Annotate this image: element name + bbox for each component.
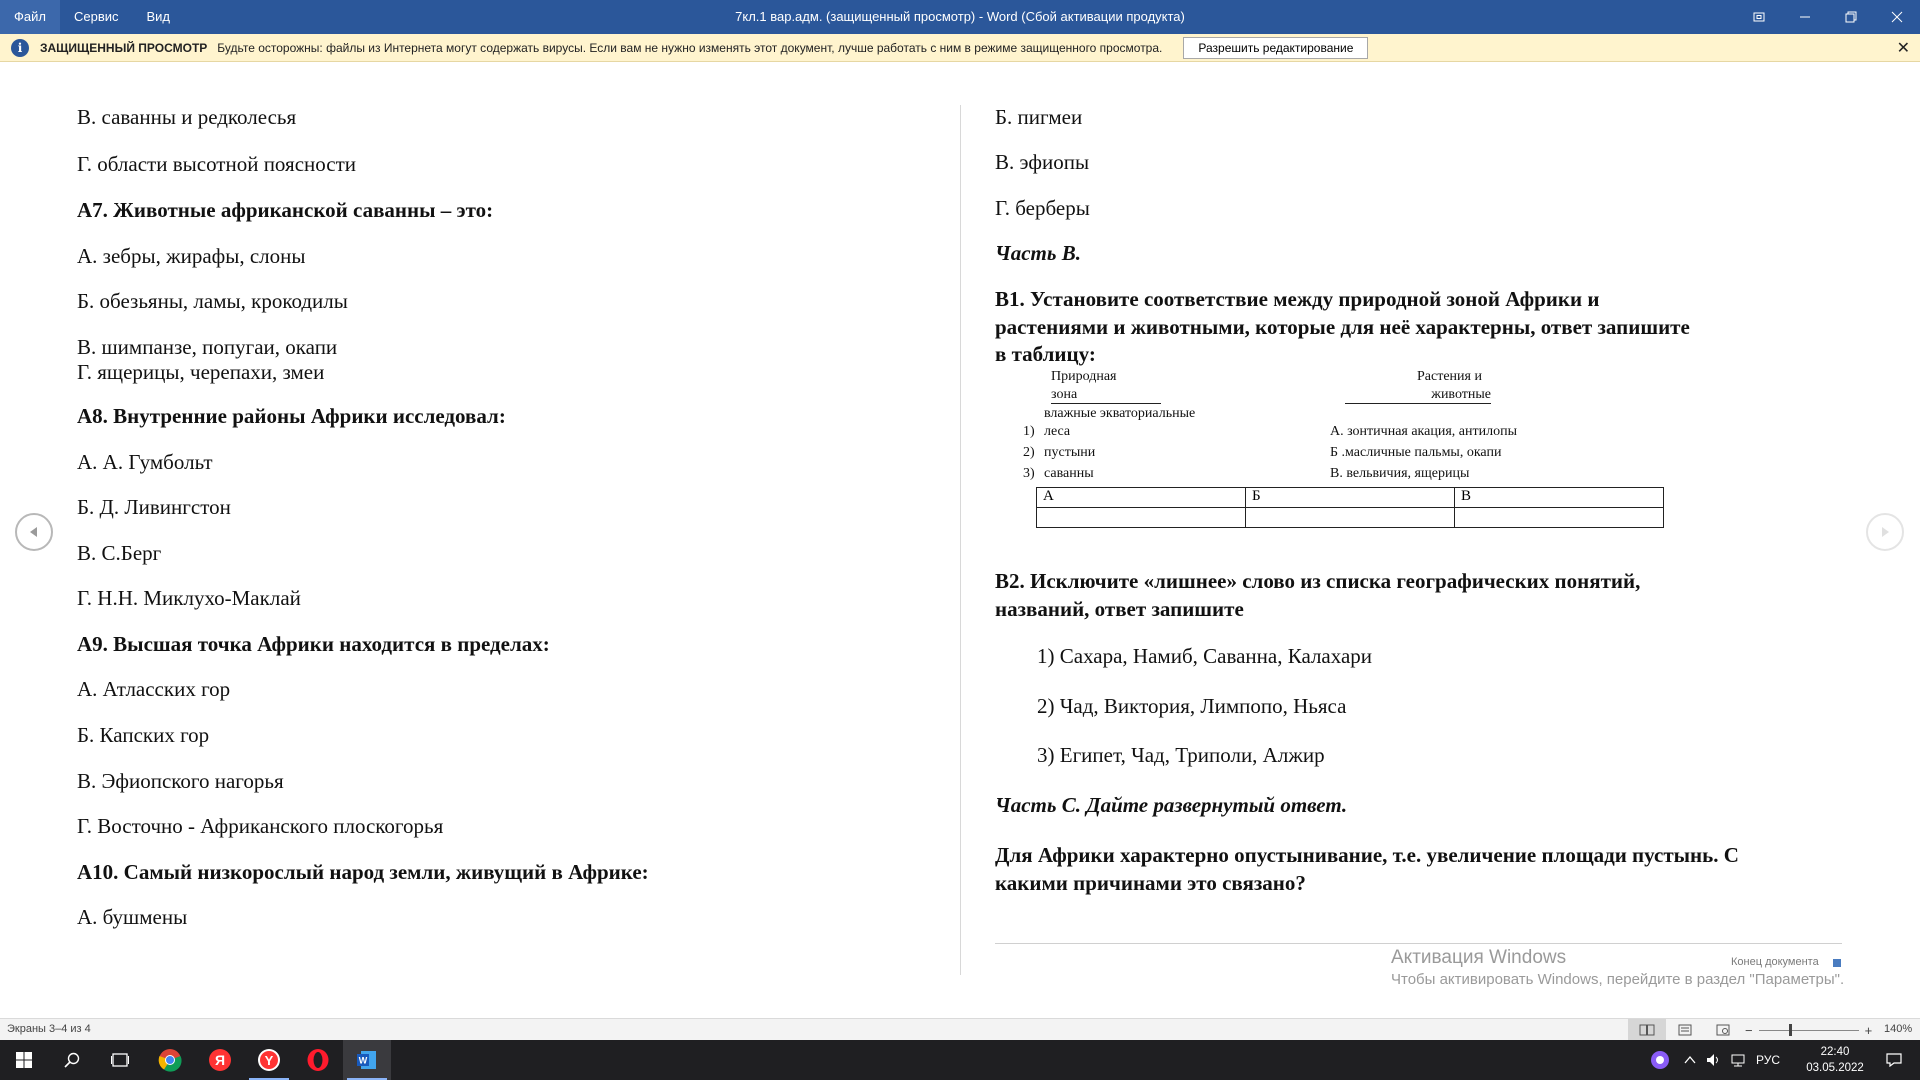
question-heading: А8. Внутренние районы Африки исследовал: <box>77 404 506 428</box>
end-of-document-label: Конец документа <box>1731 956 1819 968</box>
zone-label: пустыни <box>1044 445 1096 460</box>
activation-subtitle: Чтобы активировать Windows, перейдите в раздел "Параметры". <box>1391 971 1845 988</box>
windows-activation-watermark <box>1391 947 1844 988</box>
table-header-cell: В <box>1455 488 1664 508</box>
taskbar-opera[interactable] <box>294 1040 342 1080</box>
next-page-button[interactable] <box>1866 513 1904 551</box>
notification-icon <box>1886 1053 1902 1067</box>
zone-number: 3) <box>1023 466 1035 481</box>
flora-fauna-option: В. вельвичия, ящерицы <box>1330 466 1470 481</box>
yandex-browser-icon <box>257 1048 281 1072</box>
book-icon <box>1639 1024 1655 1036</box>
clock-date: 03.05.2022 <box>1806 1062 1864 1074</box>
answer-option: Г. Восточно - Африканского плоскогорья <box>77 814 444 838</box>
taskbar-yandex-browser[interactable] <box>245 1040 293 1080</box>
answer-option: В. эфиопы <box>995 150 1090 174</box>
activation-title: Активация Windows <box>1391 947 1567 968</box>
menu-file[interactable]: Файл <box>0 0 60 34</box>
table-header-cell: А <box>1037 488 1246 508</box>
protected-view-bar <box>0 34 1920 62</box>
svg-text:Y: Y <box>264 1053 274 1068</box>
zoom-out-button[interactable]: − <box>1745 1022 1753 1038</box>
language-indicator[interactable]: РУС <box>1756 1053 1781 1067</box>
windows-logo-icon <box>16 1052 32 1068</box>
volume-icon[interactable] <box>1706 1053 1722 1067</box>
end-of-document-line <box>995 943 1842 944</box>
opera-icon <box>306 1048 330 1072</box>
notifications-button[interactable] <box>1870 1040 1918 1080</box>
menu-view[interactable]: Вид <box>146 9 171 24</box>
search-icon <box>64 1052 80 1068</box>
zone-label: саванны <box>1044 466 1094 481</box>
close-button[interactable] <box>1874 0 1920 34</box>
view-buttons <box>1628 1019 1742 1041</box>
left-page <box>0 63 960 1018</box>
title-bar <box>0 0 1920 34</box>
taskbar <box>0 1040 1920 1080</box>
answer-option: Г. берберы <box>995 196 1090 220</box>
zone-number: 2) <box>1023 445 1035 460</box>
answer-option: А. зебры, жирафы, слоны <box>77 244 306 268</box>
window-title: 7кл.1 вар.адм. (защищенный просмотр) - Word (Сбой активации продукта) <box>735 9 1185 24</box>
search-button[interactable] <box>48 1040 96 1080</box>
question-heading: А7. Животные африканской саванны – это: <box>77 198 494 222</box>
network-icon[interactable] <box>1730 1053 1746 1067</box>
page-counter: Экраны 3–4 из 4 <box>7 1023 91 1035</box>
read-mode-button[interactable] <box>1628 1019 1666 1041</box>
question-text: какими причинами это связано? <box>995 871 1306 895</box>
clock[interactable] <box>1800 1044 1870 1076</box>
protected-view-message: Будьте осторожны: файлы из Интернета могут содержать вирусы. Если вам не нужно изменять этот документ, лучше работать с ним в режиме защищенного просмотра. <box>217 40 1163 55</box>
table-header-cell: Б <box>1246 488 1455 508</box>
taskbar-yandex[interactable] <box>196 1040 244 1080</box>
list-item: 1) Сахара, Намиб, Саванна, Калахари <box>1037 644 1373 668</box>
zoom-control <box>1745 1019 1872 1041</box>
svg-text:Я: Я <box>214 1052 226 1068</box>
answer-option: Г. Н.Н. Миклухо-Маклай <box>77 586 301 610</box>
system-tray <box>1650 1040 1780 1080</box>
chevron-up-icon[interactable] <box>1684 1055 1696 1065</box>
word-icon <box>356 1049 378 1071</box>
yandex-icon <box>208 1048 232 1072</box>
answer-option: В. шимпанзе, попугаи, окапи <box>77 335 338 359</box>
question-heading: А9. Высшая точка Африки находится в пределах: <box>77 632 550 656</box>
taskbar-chrome[interactable] <box>146 1040 194 1080</box>
minimize-button[interactable] <box>1782 0 1828 34</box>
task-view-button[interactable] <box>96 1040 144 1080</box>
start-button[interactable] <box>0 1040 48 1080</box>
minimize-icon <box>1799 11 1811 23</box>
zone-label: влажные экваториальные <box>1044 406 1196 421</box>
column-heading: зона <box>1051 387 1161 404</box>
restore-icon <box>1845 11 1857 23</box>
question-heading: В2. Исключите «лишнее» слово из списка географических понятий, <box>995 569 1641 593</box>
list-item: 2) Чад, Виктория, Лимпопо, Ньяса <box>1037 694 1347 718</box>
part-heading: Часть С. Дайте развернутый ответ. <box>995 793 1348 817</box>
flora-fauna-option: А. зонтичная акация, антилопы <box>1330 424 1517 439</box>
answer-option: Б. обезьяны, ламы, крокодилы <box>77 289 348 313</box>
answer-option: А. А. Гумбольт <box>77 450 213 474</box>
protected-view-title: ЗАЩИЩЕННЫЙ ПРОСМОТР <box>40 40 208 55</box>
document-area <box>0 63 1920 1018</box>
web-layout-button[interactable] <box>1704 1019 1742 1041</box>
answer-option: А. Атласских гор <box>77 677 231 701</box>
part-heading: Часть В. <box>995 241 1081 265</box>
focus-mode-icon <box>1753 11 1765 23</box>
answer-option: Б. Капских гор <box>77 723 210 747</box>
answer-option: Б. Д. Ливингстон <box>77 495 231 519</box>
alice-assistant-icon[interactable] <box>1650 1050 1670 1070</box>
table-row <box>1037 488 1664 508</box>
print-layout-button[interactable] <box>1666 1019 1704 1041</box>
chrome-icon <box>158 1048 182 1072</box>
list-item: 3) Египет, Чад, Триполи, Алжир <box>1037 743 1325 767</box>
answer-option: В. Эфиопского нагорья <box>77 769 284 793</box>
table-cell <box>1246 508 1455 528</box>
zoom-in-button[interactable]: + <box>1864 1022 1873 1038</box>
table-row <box>1037 508 1664 528</box>
zoom-level[interactable]: 140% <box>1884 1023 1913 1035</box>
answer-option: В. саванны и редколесья <box>77 105 297 129</box>
question-heading: названий, ответ запишите <box>995 597 1244 621</box>
zoom-slider[interactable] <box>1759 1030 1859 1031</box>
info-icon: i <box>11 39 29 57</box>
clock-time: 22:40 <box>1820 1046 1850 1058</box>
question-heading: В1. Установите соответствие между природной зоной Африки и <box>995 287 1600 311</box>
table-cell <box>1455 508 1664 528</box>
question-heading: растениями и животными, которые для неё характерны, ответ запишите <box>995 315 1690 339</box>
close-icon[interactable]: ✕ <box>1896 40 1910 57</box>
enable-editing-button[interactable]: Разрешить редактирование <box>1183 37 1368 59</box>
question-heading: А10. Самый низкорослый народ земли, живущий в Африке: <box>77 860 649 884</box>
column-heading: Растения и <box>1417 369 1482 384</box>
menu-bar <box>0 0 184 34</box>
svg-text:W: W <box>358 1055 368 1066</box>
answer-option: Б. пигмеи <box>995 105 1083 129</box>
web-layout-icon <box>1716 1024 1730 1036</box>
question-heading: в таблицу: <box>995 342 1096 366</box>
menu-tools[interactable]: Сервис <box>73 9 119 24</box>
answer-option: В. С.Берг <box>77 541 162 565</box>
answer-option: Г. ящерицы, черепахи, змеи <box>77 360 325 384</box>
answer-option: Г. области высотной поясности <box>77 152 357 176</box>
page-divider <box>960 105 961 975</box>
zoom-slider-thumb[interactable] <box>1789 1024 1792 1036</box>
focus-mode-button[interactable] <box>1736 0 1782 34</box>
zone-number: 1) <box>1023 424 1035 439</box>
answer-option: А. бушмены <box>77 905 188 929</box>
restore-button[interactable] <box>1828 0 1874 34</box>
zone-label: леса <box>1044 424 1071 439</box>
page-icon <box>1678 1024 1692 1036</box>
column-heading: животные <box>1345 387 1491 404</box>
status-bar <box>0 1018 1920 1040</box>
arrow-right-icon <box>1878 525 1892 539</box>
window-controls <box>1736 0 1920 34</box>
question-text: Для Африки характерно опустынивание, т.е. увеличение площади пустынь. С <box>995 843 1739 867</box>
column-heading: Природная <box>1051 369 1117 384</box>
close-icon <box>1891 11 1903 23</box>
taskbar-word[interactable] <box>343 1040 391 1080</box>
task-view-icon <box>111 1052 129 1068</box>
flora-fauna-option: Б .масличные пальмы, окапи <box>1330 445 1502 460</box>
answer-table <box>1036 487 1664 528</box>
table-cell <box>1037 508 1246 528</box>
